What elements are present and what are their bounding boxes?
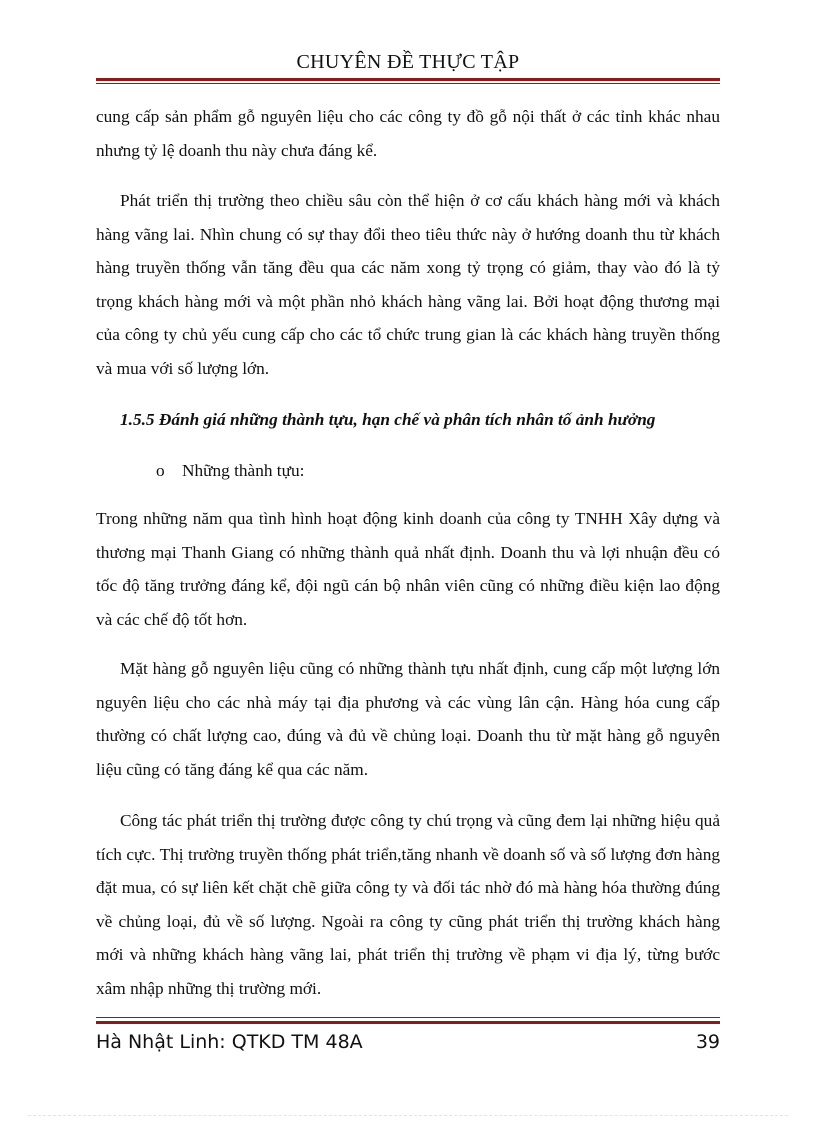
header-rule-thin xyxy=(96,83,720,84)
paragraph-continuation xyxy=(96,100,720,167)
bullet-marker-icon: o xyxy=(156,461,165,480)
paragraph-block-2 xyxy=(96,184,720,385)
footer-rule-thin xyxy=(96,1017,720,1018)
paragraph-5: Công tác phát triển thị trường được công ty chú trọng và cũng đem lại những hiệu quả tích cực. Thị trường truyền thống phát triển,tăng nhanh về doanh số và số lượng đơn hàng đặt mua, có sự liên kết chặt chẽ giữa công ty và đối tác nhờ đó mà hàng hóa thường đúng về chủng loại, đủ về số lượng. Ngoài ra công ty cũng phát triển thị trường khách hàng mới và những khách hàng vãng lai, phát triển thị trường về phạm vi địa lý, từng bước xâm nhập những thị trường mới. xyxy=(96,811,720,998)
paragraph-3: Trong những năm qua tình hình hoạt động kinh doanh của công ty TNHH Xây dựng và thương mại Thanh Giang có những thành quả nhất định. Doanh thu và lợi nhuận đều có tốc độ tăng trưởng đáng kể, đội ngũ cán bộ nhân viên cũng có những điều kiện lao động và các chế độ tốt hơn. xyxy=(96,509,720,629)
paragraph-1: cung cấp sản phẩm gỗ nguyên liệu cho các công ty đồ gỗ nội thất ở các tỉnh khác nhau nhưng tỷ lệ doanh thu này chưa đáng kể. xyxy=(96,107,720,160)
paragraph-2: Phát triển thị trường theo chiều sâu còn thể hiện ở cơ cấu khách hàng mới và khách hàng vãng lai. Nhìn chung có sự thay đổi theo tiêu thức này ở hướng doanh thu từ khách hàng truyền thống vẫn tăng đều qua các năm xong tỷ trọng có giảm, thay vào đó là tỷ trọng khách hàng mới và một phần nhỏ khách hàng vãng lai. Bởi hoạt động thương mại của công ty chủ yếu cung cấp cho các tổ chức trung gian là các khách hàng truyền thống và mua với số lượng lớn. xyxy=(96,191,720,378)
paragraph-block-5 xyxy=(96,804,720,1005)
paragraph-4: Mặt hàng gỗ nguyên liệu cũng có những thành tựu nhất định, cung cấp một lượng lớn nguyên liệu cho các nhà máy tại địa phương và các vùng lân cận. Hàng hóa cung cấp thường có chất lượng cao, đúng và đủ về chủng loại. Doanh thu từ mặt hàng gỗ nguyên liệu cũng có tăng đáng kể qua các năm. xyxy=(96,659,720,779)
bullet-label: Những thành tựu: xyxy=(182,461,305,480)
page-bottom-divider xyxy=(28,1115,788,1116)
footer-author: Hà Nhật Linh: QTKD TM 48A xyxy=(96,1031,363,1053)
footer-rule-thick xyxy=(96,1021,720,1024)
page-number: 39 xyxy=(695,1031,720,1053)
header-rule-thick xyxy=(96,78,720,81)
section-heading: 1.5.5 Đánh giá những thành tựu, hạn chế và phân tích nhân tố ảnh hưởng xyxy=(120,410,656,429)
bullet-item xyxy=(156,456,304,486)
paragraph-block-4 xyxy=(96,652,720,786)
paragraph-block-3 xyxy=(96,502,720,636)
page-header-title: CHUYÊN ĐỀ THỰC TẬP xyxy=(296,51,520,73)
